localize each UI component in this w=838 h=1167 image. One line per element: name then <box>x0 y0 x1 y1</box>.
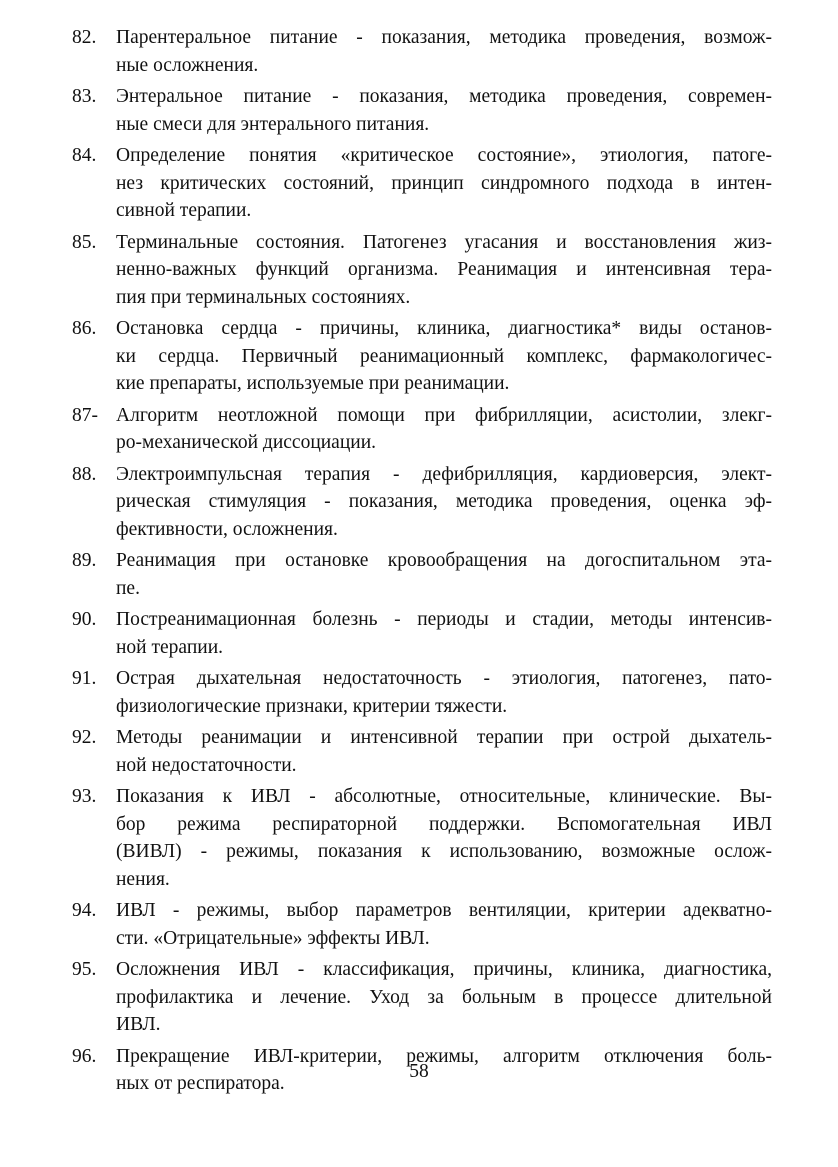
item-number: 85. <box>72 231 97 253</box>
item-text <box>116 547 772 602</box>
item-text-line: фективности, осложнения. <box>116 518 338 540</box>
item-number: 94. <box>72 900 97 921</box>
list-item <box>72 956 772 1039</box>
item-number: 86. <box>72 318 97 339</box>
item-text-line: нез критических состояний, принцип синдромного подхода в интен- <box>116 172 772 194</box>
item-text <box>116 606 772 661</box>
item-number: 96. <box>72 1045 97 1067</box>
item-text-line: Показания к ИВЛ - абсолютные, относительные, клинические. Вы- <box>116 786 772 807</box>
item-text <box>116 724 772 779</box>
list-item <box>72 461 772 544</box>
item-text-line: ные осложнения. <box>116 54 259 76</box>
item-text <box>116 402 772 457</box>
item-text <box>116 461 772 544</box>
item-text <box>116 956 772 1039</box>
list-item <box>72 724 772 779</box>
item-text-line: Остановка сердца - причины, клиника, диагностика* виды останов- <box>116 318 772 339</box>
item-number: 95. <box>72 959 97 980</box>
item-text-line: Определение понятия «критическое состояние», этиология, патоге- <box>116 145 772 166</box>
list-item <box>72 783 772 893</box>
list-item <box>72 229 772 312</box>
item-text-line: Энтеральное питание - показания, методика проведения, современ- <box>116 86 772 107</box>
item-number: 87- <box>72 404 98 426</box>
item-text-line: Постреанимационная болезнь - периоды и стадии, методы интенсив- <box>116 609 772 630</box>
item-text-line: Терминальные состояния. Патогенез угасания и восстановления жиз- <box>116 231 772 253</box>
item-text <box>116 665 772 720</box>
item-text-line: ненно-важных функций организма. Реанимация и интенсивная тера- <box>116 259 772 280</box>
item-text <box>116 783 772 893</box>
item-text-line: профилактика и лечение. Уход за больным в процессе длительной <box>116 986 772 1008</box>
item-text-line: Реанимация при остановке кровообращения на догоспитальном эта- <box>116 550 772 571</box>
item-text-line: сивной терапии. <box>116 200 252 221</box>
item-text-line: Алгоритм неотложной помощи при фибрилляции, асистолии, злекг- <box>116 404 772 426</box>
item-text-line: ных от респиратора. <box>116 1073 285 1094</box>
item-text <box>116 83 772 138</box>
item-text <box>116 229 772 312</box>
list-item <box>72 897 772 952</box>
item-number: 83. <box>72 86 97 107</box>
item-number: 84. <box>72 145 97 166</box>
item-text-line: ИВЛ - режимы, выбор параметров вентиляции, критерии адекватно- <box>116 900 772 921</box>
question-list <box>72 24 772 1102</box>
item-text-line: Осложнения ИВЛ - классификация, причины, клиника, диагностика, <box>116 959 772 980</box>
item-text-line: физиологические признаки, критерии тяжести. <box>116 695 508 717</box>
list-item <box>72 547 772 602</box>
item-text <box>116 315 772 398</box>
item-text-line: ки сердца. Первичный реанимационный комплекс, фармакологичес- <box>116 345 772 367</box>
item-text-line: ной терапии. <box>116 636 224 658</box>
item-number: 93. <box>72 786 97 807</box>
item-number: 89. <box>72 550 97 571</box>
item-number: 90. <box>72 609 97 630</box>
item-text-line: нения. <box>116 868 170 890</box>
item-text-line: ро-механической диссоциации. <box>116 432 377 453</box>
list-item <box>72 315 772 398</box>
list-item <box>72 665 772 720</box>
item-text-line: пе. <box>116 577 140 599</box>
list-item <box>72 83 772 138</box>
item-text-line: Острая дыхательная недостаточность - этиология, патогенез, пато- <box>116 668 772 689</box>
item-text <box>116 24 772 79</box>
item-text-line: бор режима респираторной поддержки. Вспомогательная ИВЛ <box>116 813 772 835</box>
item-number: 91. <box>72 668 97 689</box>
item-number: 88. <box>72 463 97 485</box>
list-item <box>72 606 772 661</box>
item-text-line: ИВЛ. <box>116 1014 161 1035</box>
item-text-line: пия при терминальных состояниях. <box>116 286 411 308</box>
item-text <box>116 142 772 225</box>
item-text-line: Прекращение ИВЛ-критерии, режимы, алгоритм отключения боль- <box>116 1045 772 1067</box>
page-number: 58 <box>409 1061 429 1082</box>
item-text-line: ной недостаточности. <box>116 754 297 776</box>
item-text-line: ные смеси для энтерального питания. <box>116 113 430 135</box>
list-item <box>72 142 772 225</box>
item-text-line: кие препараты, используемые при реанимации. <box>116 373 510 394</box>
item-text-line: Электроимпульсная терапия - дефибрилляция, кардиоверсия, элект- <box>116 463 772 485</box>
item-text-line: Парентеральное питание - показания, методика проведения, возмож- <box>116 27 772 48</box>
list-item <box>72 402 772 457</box>
item-text-line: сти. «Отрицательные» эффекты ИВЛ. <box>116 927 430 949</box>
item-text-line: (ВИВЛ) - режимы, показания к использованию, возможные ослож- <box>116 841 772 862</box>
item-number: 92. <box>72 727 97 748</box>
item-text-line: Методы реанимации и интенсивной терапии при острой дыхатель- <box>116 727 772 748</box>
item-text <box>116 897 772 952</box>
item-number: 82. <box>72 27 97 48</box>
item-text-line: рическая стимуляция - показания, методика проведения, оценка эф- <box>116 491 772 512</box>
list-item <box>72 24 772 79</box>
